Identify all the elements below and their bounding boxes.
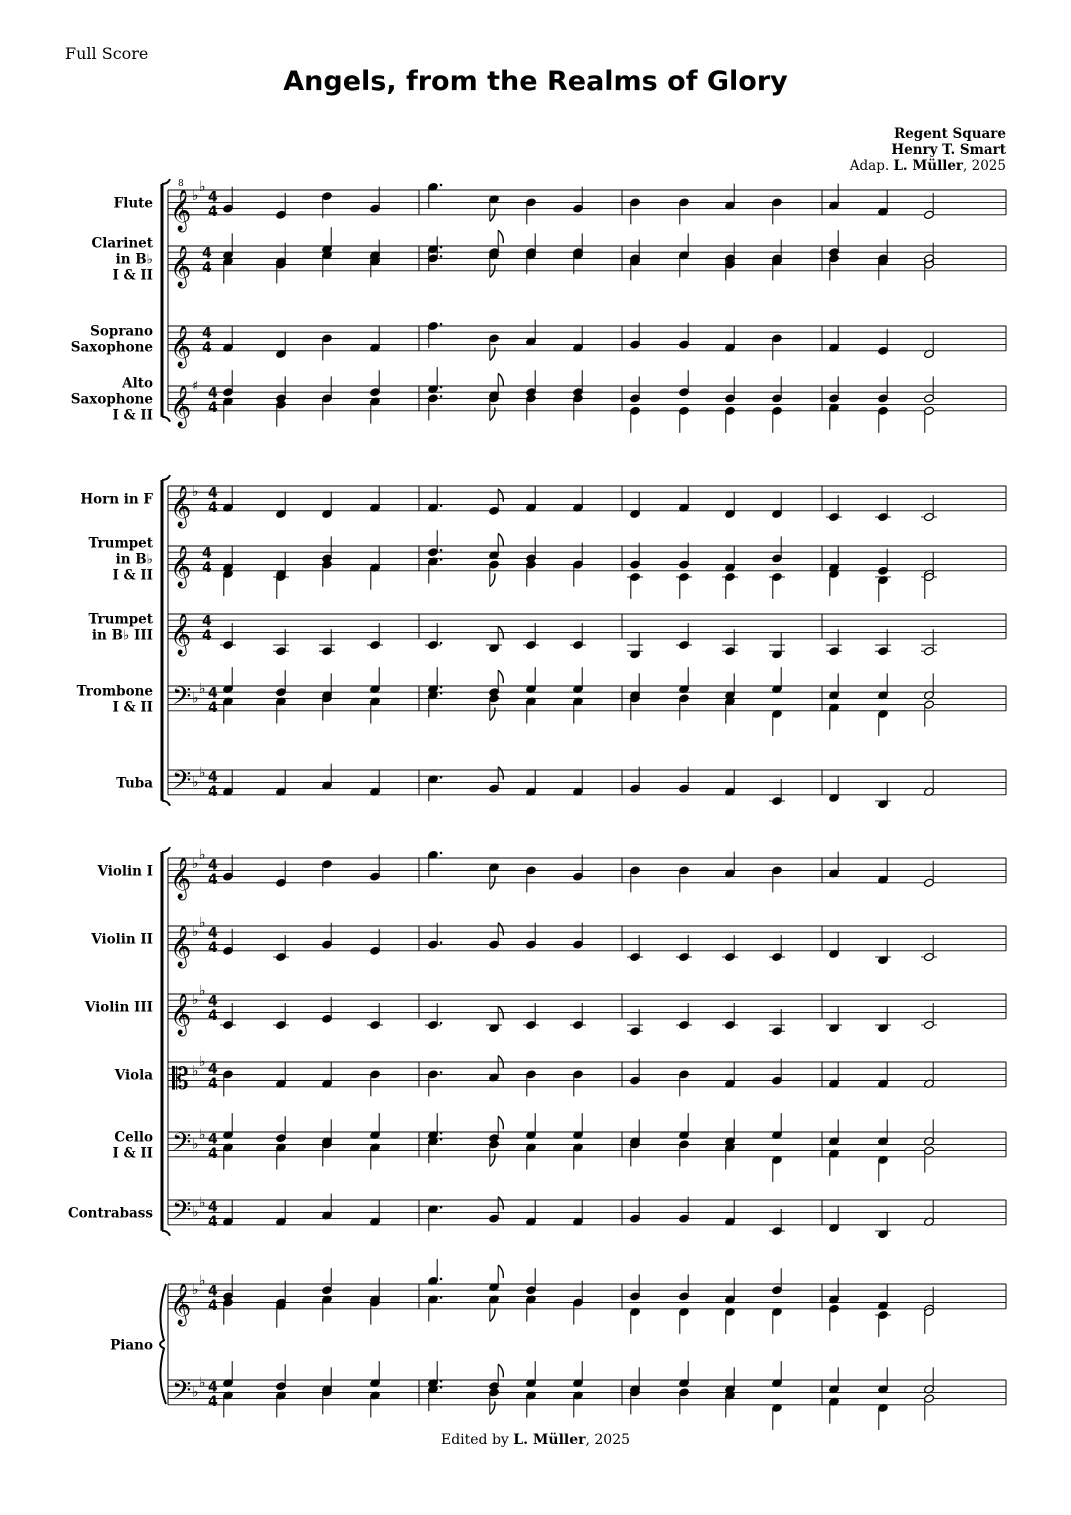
soprano-sax-time-numerator: 4 [202, 325, 212, 342]
violin-3-dot [440, 1022, 443, 1025]
cello-flag [490, 1153, 495, 1166]
alto-sax-dot [440, 386, 443, 389]
section-bracket-top [162, 475, 170, 480]
violin-3-time-numerator: 4 [208, 993, 218, 1010]
viola-time-numerator: 4 [208, 1061, 218, 1078]
trombone-bass-clef: 𝄢 [172, 681, 192, 717]
instrument-label-violin-1: Violin I [97, 863, 153, 880]
alto-sax-time-denominator: 4 [208, 399, 218, 416]
instrument-label-tuba: Tuba [116, 775, 153, 792]
clarinet-dot [440, 246, 443, 249]
violin-1-treble-clef: 𝄞 [170, 857, 192, 899]
cello-time-denominator: 4 [208, 1145, 218, 1162]
violin-3-flat: ♭ [192, 992, 199, 1009]
violin-2-treble-clef: 𝄞 [170, 925, 192, 967]
adapter-name: L. Müller [893, 158, 964, 174]
alto-sax-dot [440, 395, 443, 398]
trumpet-3-time-numerator: 4 [202, 613, 212, 630]
instrument-label-trumpet-3: Trumpet [88, 611, 153, 628]
trombone-time-numerator: 4 [208, 685, 218, 702]
violin-1-flat: ♭ [192, 856, 199, 873]
alto-sax-sharp: ♯ [192, 379, 199, 394]
violin-2-time-numerator: 4 [208, 925, 218, 942]
instrument-label-clarinet: Clarinet [91, 235, 153, 252]
instrument-label-trombone: I & II [112, 699, 153, 716]
viola-dot [440, 1071, 443, 1074]
trumpet-3-dot [440, 642, 443, 645]
contrabass-flat: ♭ [192, 1204, 199, 1221]
piano-right-time-numerator: 4 [208, 1283, 218, 1300]
flute-time-denominator: 4 [208, 203, 218, 220]
score-type-label: Full Score [65, 44, 149, 63]
clarinet-dot [440, 255, 443, 258]
clarinet-time-numerator: 4 [202, 245, 212, 262]
tuba-bass-clef: 𝄢 [172, 765, 192, 801]
flute-octave-mark: 8 [178, 179, 184, 189]
instrument-label-alto-sax: Alto [122, 375, 153, 392]
contrabass-time-numerator: 4 [208, 1199, 218, 1216]
trombone-dot [440, 692, 443, 695]
violin-3-treble-clef: 𝄞 [170, 993, 192, 1035]
cello-flat: ♭ [192, 1136, 199, 1153]
piano-right-flag [498, 1265, 503, 1278]
instrument-label-clarinet: in B♭ [115, 251, 153, 268]
footer-credit [0, 1432, 1071, 1448]
horn-flat: ♭ [192, 484, 199, 501]
viola-flat: ♭ [199, 1054, 206, 1070]
trumpet-12-dot [440, 558, 443, 561]
contrabass-flat: ♭ [199, 1195, 206, 1212]
tuba-flag [498, 767, 503, 780]
trombone-flag [498, 670, 503, 683]
clarinet-treble-clef: 𝄞 [170, 245, 192, 287]
contrabass-bass-clef: 𝄢 [172, 1195, 192, 1231]
piano-left-bass-clef: 𝄢 [172, 1375, 192, 1411]
piano-right-time-denominator: 4 [208, 1297, 218, 1314]
composer-name: Henry T. Smart [891, 142, 1006, 158]
clarinet-time-denominator: 4 [202, 259, 212, 276]
cello-flag [498, 1116, 503, 1129]
cello-dot [440, 1138, 443, 1141]
footer-prefix: Edited by [440, 1432, 509, 1448]
cello-flat: ♭ [199, 1127, 206, 1144]
violin-1-time-denominator: 4 [208, 871, 218, 888]
piano-right-flat: ♭ [199, 1272, 206, 1289]
contrabass-flag [498, 1197, 503, 1210]
instrument-label-trumpet-3: in B♭ III [91, 627, 153, 644]
violin-2-dot [440, 941, 443, 944]
tuba-dot [440, 776, 443, 779]
trumpet-12-time-numerator: 4 [202, 545, 212, 562]
viola-flat: ♭ [192, 1063, 199, 1080]
contrabass-dot [440, 1206, 443, 1209]
instrument-label-trumpet-12: Trumpet [88, 535, 153, 552]
horn-flag [498, 489, 503, 502]
flute-time-numerator: 4 [208, 189, 218, 206]
clarinet-flag [498, 230, 503, 243]
section-bracket-bottom [162, 417, 170, 422]
cello-dot [440, 1132, 443, 1135]
instrument-label-cello: Cello [114, 1129, 153, 1146]
instrument-label-trumpet-12: I & II [112, 567, 153, 584]
trombone-flat: ♭ [199, 681, 206, 698]
instrument-label-piano: Piano [110, 1337, 153, 1354]
tuba-flat: ♭ [192, 774, 199, 791]
trumpet-12-dot [440, 549, 443, 552]
soprano-sax-dot [440, 323, 443, 326]
flute-flat: ♭ [192, 188, 199, 205]
violin-2-time-denominator: 4 [208, 939, 218, 956]
contrabass-time-denominator: 4 [208, 1213, 218, 1230]
piano-right-dot [440, 1278, 443, 1281]
instrument-label-soprano-sax: Soprano [90, 323, 153, 340]
instrument-label-alto-sax: Saxophone [70, 391, 153, 408]
piano-left-flag [498, 1364, 503, 1377]
flute-treble-clef: 𝄞 [170, 189, 192, 231]
tuba-flat: ♭ [199, 765, 206, 782]
section-bracket-bottom [162, 1231, 170, 1236]
alto-sax-treble-clef: 𝄞 [170, 385, 192, 427]
alto-sax-flag [490, 407, 495, 420]
flute-dot [440, 184, 443, 187]
trumpet-3-treble-clef: 𝄞 [170, 613, 192, 655]
instrument-label-alto-sax: I & II [112, 407, 153, 424]
instrument-label-cello: I & II [112, 1145, 153, 1162]
trumpet-12-flag [498, 533, 503, 546]
alto-sax-time-numerator: 4 [208, 385, 218, 402]
section-bracket-top [162, 179, 170, 184]
trombone-dot [440, 686, 443, 689]
piano-right-dot [440, 1296, 443, 1299]
soprano-sax-flag [490, 347, 495, 360]
cello-time-numerator: 4 [208, 1131, 218, 1148]
trumpet-3-time-denominator: 4 [202, 627, 212, 644]
adaptation-year: , 2025 [963, 158, 1006, 174]
piano-left-time-numerator: 4 [208, 1379, 218, 1396]
piano-left-dot [440, 1380, 443, 1383]
instrument-label-trombone: Trombone [76, 683, 153, 700]
violin-1-dot [440, 852, 443, 855]
instrument-label-soprano-sax: Saxophone [70, 339, 153, 356]
tuba-time-numerator: 4 [208, 769, 218, 786]
trumpet-12-time-denominator: 4 [202, 559, 212, 576]
horn-time-denominator: 4 [208, 499, 218, 516]
trumpet-12-treble-clef: 𝄞 [170, 545, 192, 587]
piano-right-flag [490, 1309, 495, 1322]
footer-year: , 2025 [585, 1432, 631, 1448]
instrument-label-clarinet: I & II [112, 267, 153, 284]
instrument-label-horn: Horn in F [80, 491, 153, 508]
piano-left-dot [440, 1386, 443, 1389]
instrument-label-trumpet-12: in B♭ [115, 551, 153, 568]
trombone-flag [490, 707, 495, 720]
trombone-flat: ♭ [192, 690, 199, 707]
piano-left-flat: ♭ [192, 1384, 199, 1401]
trumpet-12-flag [490, 574, 495, 587]
horn-time-numerator: 4 [208, 485, 218, 502]
cello-bass-clef: 𝄢 [172, 1127, 192, 1163]
score-title: Angels, from the Realms of Glory [283, 66, 788, 97]
instrument-label-contrabass: Contrabass [67, 1205, 153, 1222]
soprano-sax-treble-clef: 𝄞 [170, 325, 192, 367]
piano-left-flat: ♭ [199, 1375, 206, 1392]
instrument-label-flute: Flute [113, 195, 153, 212]
viola-alto-clef: 𝄡 [172, 1061, 189, 1097]
violin-2-flag [498, 923, 503, 936]
soprano-sax-time-denominator: 4 [202, 339, 212, 356]
violin-3-time-denominator: 4 [208, 1007, 218, 1024]
tune-name: Regent Square [893, 126, 1006, 142]
piano-right-treble-clef: 𝄞 [170, 1283, 192, 1325]
piano-left-time-denominator: 4 [208, 1393, 218, 1410]
violin-1-time-numerator: 4 [208, 857, 218, 874]
violin-2-flat: ♭ [199, 914, 206, 931]
instrument-label-violin-3: Violin III [84, 999, 153, 1016]
violin-3-flat: ♭ [199, 982, 206, 999]
piano-right-flat: ♭ [192, 1282, 199, 1299]
instrument-label-violin-2: Violin II [91, 931, 153, 948]
violin-1-flat: ♭ [199, 846, 206, 863]
instrument-label-viola: Viola [114, 1067, 153, 1084]
adaptation-prefix: Adap. [849, 158, 890, 174]
horn-dot [440, 504, 443, 507]
section-bracket-top [162, 847, 170, 852]
viola-time-denominator: 4 [208, 1075, 218, 1092]
flute-flat: ♭ [199, 178, 206, 195]
horn-treble-clef: 𝄞 [170, 485, 192, 527]
violin-2-flat: ♭ [192, 924, 199, 941]
alto-sax-flag [498, 373, 503, 386]
footer-editor: L. Müller [513, 1432, 586, 1448]
section-bracket-bottom [162, 801, 170, 806]
piano-left-flag [490, 1401, 495, 1414]
piano-brace [160, 1284, 166, 1404]
trombone-time-denominator: 4 [208, 699, 218, 716]
tuba-time-denominator: 4 [208, 783, 218, 800]
